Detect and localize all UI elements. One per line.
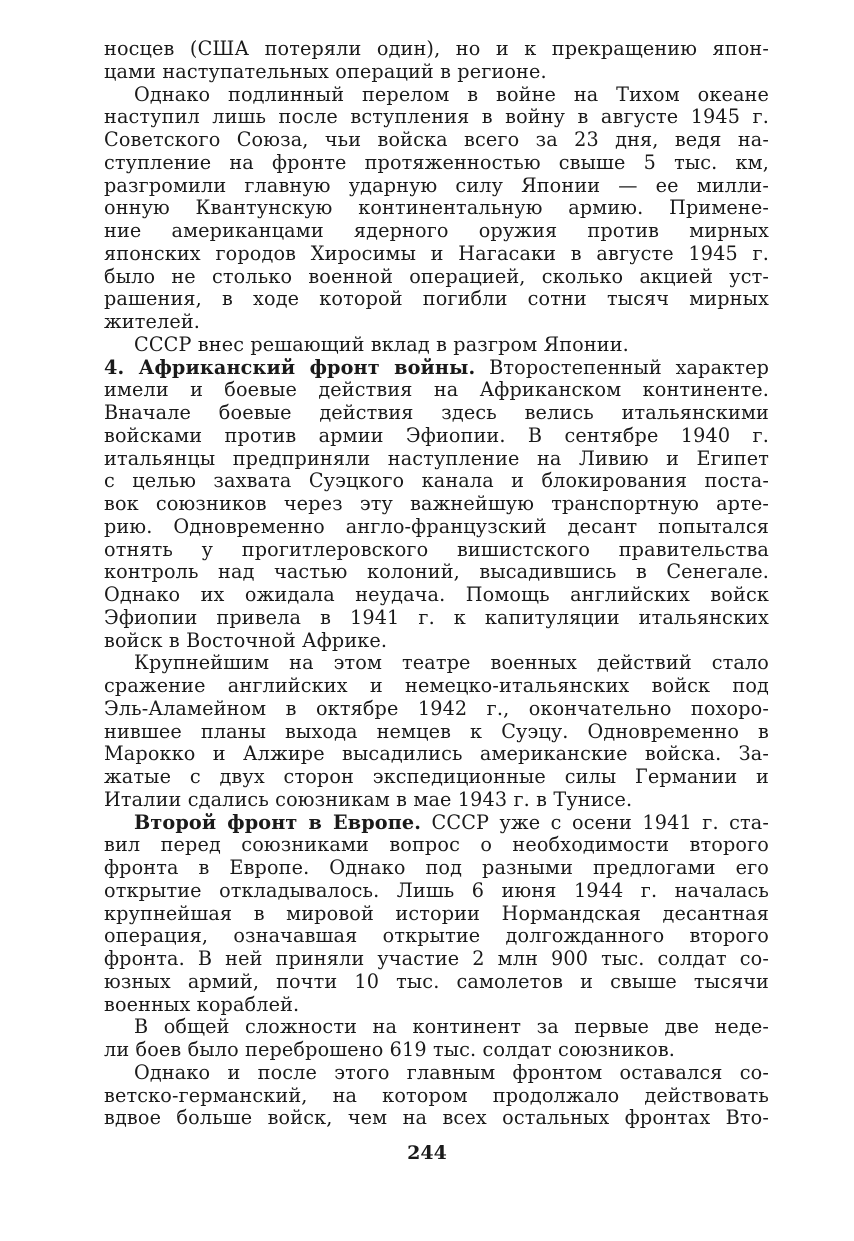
line-text: Второстепенный характер <box>475 355 770 379</box>
text-line <box>104 834 769 857</box>
line-text: военных кораблей. <box>104 992 300 1016</box>
text-line <box>104 402 769 425</box>
line-text: фронта. В ней приняли участие 2 млн 900 тыс. солдат со- <box>104 947 769 970</box>
text-line <box>104 106 769 129</box>
text-line <box>104 652 769 675</box>
text-line <box>104 266 769 289</box>
line-text: Вначале боевые действия здесь велись итальянскими <box>104 401 769 424</box>
page-body-text <box>104 38 769 1130</box>
line-text: фронта в Европе. Однако под разными предлогами его <box>104 856 769 879</box>
text-line <box>104 243 769 266</box>
text-line <box>104 630 769 653</box>
text-line <box>104 1062 769 1085</box>
line-text: было не столько военной операцией, сколько акцией уст- <box>104 264 769 288</box>
text-line <box>104 334 769 357</box>
text-line <box>104 561 769 584</box>
text-line <box>104 925 769 948</box>
text-line <box>104 129 769 152</box>
line-text: войск в Восточной Африке. <box>104 628 388 652</box>
line-text: крупнейшая в мировой истории Нормандская десантная <box>104 901 769 925</box>
line-text: наступил лишь после вступления в войну в августе 1945 г. <box>104 105 769 129</box>
line-text: Однако подлинный перелом в войне на Тихом океане <box>134 82 769 106</box>
text-line <box>104 197 769 220</box>
text-line <box>104 903 769 926</box>
text-line <box>104 448 769 471</box>
line-text: Однако их ожидала неудача. Помощь английских войск <box>104 583 769 606</box>
section-heading: 4. Африканский фронт войны. <box>104 355 476 379</box>
line-text: рашения, в ходе которой погибли сотни тысяч мирных <box>104 287 769 311</box>
text-line <box>104 1016 769 1039</box>
text-line <box>104 1085 769 1108</box>
line-text: японских городов Хиросимы и Нагасаки в августе 1945 г. <box>104 241 769 265</box>
text-line <box>104 971 769 994</box>
line-text: СССР внес решающий вклад в разгром Японии. <box>134 332 629 356</box>
text-line <box>104 516 769 539</box>
text-line <box>104 311 769 334</box>
text-line <box>104 539 769 562</box>
line-text: контроль над частью колоний, высадившись в Сенегале. <box>104 560 769 584</box>
text-line <box>104 175 769 198</box>
line-text: разгромили главную ударную силу Японии — ее милли- <box>104 173 769 197</box>
line-text: Марокко и Алжире высадились американские войска. За- <box>104 742 769 766</box>
line-text: открытие откладывалось. Лишь 6 июня 1944 г. началась <box>104 878 769 902</box>
line-text: Крупнейшим на этом театре военных действий стало <box>134 651 769 675</box>
text-line <box>104 357 769 380</box>
text-line <box>104 698 769 721</box>
line-text: жителей. <box>104 310 201 333</box>
line-text: В общей сложности на континент за первые две неде- <box>134 1015 769 1039</box>
text-line <box>104 152 769 175</box>
line-text: с целью захвата Суэцкого канала и блокирования поста- <box>104 469 769 493</box>
text-line <box>104 880 769 903</box>
text-line <box>104 948 769 971</box>
line-text: рию. Одновременно англо-французский десант попытался <box>104 514 769 538</box>
text-line <box>104 857 769 880</box>
section-heading: Второй фронт в Европе. <box>134 810 422 834</box>
line-text: вок союзников через эту важнейшую транспортную арте- <box>104 492 769 515</box>
text-line <box>104 470 769 493</box>
text-line <box>104 220 769 243</box>
line-text: операция, означавшая открытие долгожданного второго <box>104 924 769 948</box>
line-text: ние американцами ядерного оружия против мирных <box>104 219 769 242</box>
line-text: вил перед союзниками вопрос о необходимости второго <box>104 833 769 857</box>
page-number: 244 <box>407 1142 447 1164</box>
line-text: войсками против армии Эфиопии. В сентябре 1940 г. <box>104 423 769 447</box>
line-text: отнять у прогитлеровского вишистского правительства <box>104 537 769 561</box>
line-text: носцев (США потеряли один), но и к прекращению япон- <box>104 37 769 60</box>
text-line <box>104 743 769 766</box>
line-text: итальянцы предприняли наступление на Ливию и Египет <box>104 446 769 470</box>
line-text: онную Квантунскую континентальную армию. Примене- <box>104 196 769 220</box>
line-text: нившее планы выхода немцев к Суэцу. Одновременно в <box>104 719 769 743</box>
text-line <box>104 38 769 61</box>
text-line <box>104 288 769 311</box>
line-text: Италии сдались союзникам в мае 1943 г. в Тунисе. <box>104 787 633 811</box>
line-text: жатые с двух сторон экспедиционные силы Германии и <box>104 765 769 788</box>
line-text: имели и боевые действия на Африканском континенте. <box>104 378 769 402</box>
line-text: Эфиопии привела в 1941 г. к капитуляции итальянских <box>104 605 769 629</box>
text-line <box>104 61 769 84</box>
line-text: вдвое больше войск, чем на всех остальных фронтах Вто- <box>104 1106 769 1130</box>
text-line <box>104 721 769 744</box>
text-line <box>104 994 769 1017</box>
line-text: ветско-германский, на котором продолжало действовать <box>104 1083 769 1107</box>
text-line <box>104 789 769 812</box>
text-line <box>104 84 769 107</box>
line-text: Однако и после этого главным фронтом оставался со- <box>134 1060 769 1084</box>
line-text: ли боев было переброшено 619 тыс. солдат союзников. <box>104 1038 676 1061</box>
text-line <box>104 584 769 607</box>
text-line <box>104 493 769 516</box>
text-line <box>104 766 769 789</box>
text-line <box>104 812 769 835</box>
line-text: Советского Союза, чьи войска всего за 23 дня, ведя на- <box>104 128 769 151</box>
line-text: юзных армий, почти 10 тыс. самолетов и свыше тысячи <box>104 969 769 993</box>
line-text: СССР уже с осени 1941 г. ста- <box>421 810 770 834</box>
text-line <box>104 379 769 402</box>
line-text: Эль-Аламейном в октябре 1942 г., окончательно похоро- <box>104 696 769 720</box>
line-text: ступление на фронте протяженностью свыше 5 тыс. км, <box>104 150 769 174</box>
text-line <box>104 607 769 630</box>
line-text: сражение английских и немецко-итальянских войск под <box>104 674 769 697</box>
text-line <box>104 1039 769 1062</box>
text-line <box>104 675 769 698</box>
text-line <box>104 1107 769 1130</box>
text-line <box>104 425 769 448</box>
line-text: цами наступательных операций в регионе. <box>104 59 547 83</box>
